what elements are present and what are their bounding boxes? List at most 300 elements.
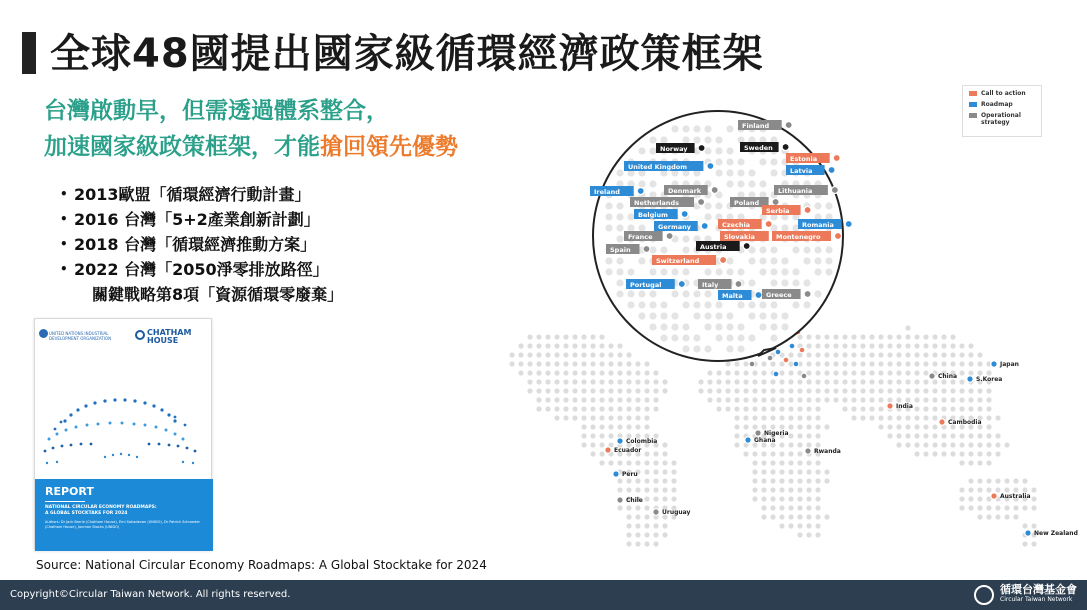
land-dot xyxy=(797,514,802,519)
country-label-text: India xyxy=(896,403,913,410)
land-dot xyxy=(635,370,640,375)
land-dot xyxy=(770,496,775,501)
land-dot xyxy=(527,361,532,366)
land-dot xyxy=(715,301,722,308)
land-dot xyxy=(860,388,865,393)
land-dot xyxy=(748,279,755,286)
land-dot xyxy=(797,478,802,483)
land-dot xyxy=(986,388,991,393)
country-label-text: Malta xyxy=(722,292,743,300)
land-dot xyxy=(638,224,645,231)
land-dot xyxy=(825,257,832,264)
land-dot xyxy=(959,406,964,411)
land-dot xyxy=(968,478,973,483)
land-dot xyxy=(825,246,832,253)
land-dot xyxy=(815,514,820,519)
land-dot xyxy=(842,397,847,402)
country-marker xyxy=(991,361,997,367)
land-dot xyxy=(806,415,811,420)
land-dot xyxy=(653,379,658,384)
land-dot xyxy=(860,352,865,357)
land-dot xyxy=(806,343,811,348)
land-dot xyxy=(644,415,649,420)
land-dot xyxy=(671,125,678,132)
land-dot xyxy=(815,460,820,465)
land-dot xyxy=(770,424,775,429)
land-dot xyxy=(797,397,802,402)
land-dot xyxy=(923,406,928,411)
land-dot xyxy=(608,460,613,465)
land-dot xyxy=(616,202,623,209)
land-dot xyxy=(1004,478,1009,483)
land-dot xyxy=(995,505,1000,510)
land-dot xyxy=(644,541,649,546)
bullet-item: • 2013歐盟「循環經濟行動計畫」 xyxy=(60,182,343,207)
land-dot xyxy=(554,334,559,339)
land-dot xyxy=(968,343,973,348)
country-label-text: Denmark xyxy=(668,187,702,195)
land-dot xyxy=(725,370,730,375)
land-dot xyxy=(759,180,766,187)
land-dot xyxy=(968,406,973,411)
land-dot xyxy=(698,388,703,393)
land-dot xyxy=(803,246,810,253)
land-dot xyxy=(737,345,744,352)
land-dot xyxy=(770,334,777,341)
land-dot xyxy=(536,370,541,375)
land-dot xyxy=(743,361,748,366)
slide-title: 全球48國提出國家級循環經濟政策框架 xyxy=(50,31,764,77)
land-dot xyxy=(814,268,821,275)
land-dot xyxy=(977,451,982,456)
land-dot xyxy=(715,147,722,154)
land-dot xyxy=(941,406,946,411)
land-dot xyxy=(797,433,802,438)
land-dot xyxy=(788,406,793,411)
land-dot xyxy=(1022,478,1027,483)
land-dot xyxy=(779,388,784,393)
land-dot xyxy=(851,379,856,384)
land-dot xyxy=(554,388,559,393)
land-dot xyxy=(914,424,919,429)
land-dot xyxy=(770,158,777,165)
land-dot xyxy=(590,361,595,366)
land-dot xyxy=(682,268,689,275)
land-dot xyxy=(662,451,667,456)
country-label xyxy=(624,161,714,171)
land-dot xyxy=(734,415,739,420)
land-dot xyxy=(581,361,586,366)
country-label-text: Latvia xyxy=(790,167,813,175)
land-dot xyxy=(986,406,991,411)
country-label-text: Peru xyxy=(622,471,638,478)
land-dot xyxy=(914,388,919,393)
land-dot xyxy=(986,397,991,402)
land-dot xyxy=(887,352,892,357)
land-dot xyxy=(698,379,703,384)
land-dot xyxy=(635,514,640,519)
land-dot xyxy=(914,334,919,339)
land-dot xyxy=(644,496,649,501)
land-dot xyxy=(788,424,793,429)
land-dot xyxy=(923,343,928,348)
subtitle-accent: 搶回領先優勢 xyxy=(320,134,458,160)
legend-swatch xyxy=(969,102,977,107)
land-dot xyxy=(644,523,649,528)
country-marker xyxy=(617,438,623,444)
land-dot xyxy=(1004,487,1009,492)
land-dot xyxy=(572,343,577,348)
land-dot xyxy=(682,125,689,132)
land-dot xyxy=(671,323,678,330)
land-dot xyxy=(737,334,744,341)
land-dot xyxy=(814,202,821,209)
land-dot xyxy=(923,361,928,366)
land-dot xyxy=(715,334,722,341)
land-dot xyxy=(761,460,766,465)
land-dot xyxy=(608,424,613,429)
country-label-text: Greece xyxy=(766,291,792,299)
land-dot xyxy=(824,370,829,375)
land-dot xyxy=(896,433,901,438)
land-dot xyxy=(653,523,658,528)
land-dot xyxy=(635,424,640,429)
country-marker xyxy=(967,376,973,382)
country-label-text: Sweden xyxy=(744,144,773,152)
report-cover-dot-arcs xyxy=(35,359,213,479)
country-marker xyxy=(773,371,779,377)
land-dot xyxy=(752,469,757,474)
land-dot xyxy=(905,352,910,357)
land-dot xyxy=(617,460,622,465)
land-dot xyxy=(806,397,811,402)
land-dot xyxy=(545,397,550,402)
land-dot xyxy=(941,442,946,447)
land-dot xyxy=(851,361,856,366)
land-dot xyxy=(726,147,733,154)
land-dot xyxy=(792,279,799,286)
land-dot xyxy=(536,361,541,366)
land-dot xyxy=(554,397,559,402)
land-dot xyxy=(536,352,541,357)
land-dot xyxy=(704,323,711,330)
land-dot xyxy=(770,268,777,275)
land-dot xyxy=(1013,514,1018,519)
land-dot xyxy=(590,343,595,348)
land-dot xyxy=(644,460,649,465)
land-dot xyxy=(627,224,634,231)
land-dot xyxy=(779,460,784,465)
country-label xyxy=(738,120,792,130)
land-dot xyxy=(815,469,820,474)
land-dot xyxy=(572,397,577,402)
country-marker xyxy=(801,373,807,379)
land-dot xyxy=(617,343,622,348)
land-dot xyxy=(815,415,820,420)
land-dot xyxy=(644,388,649,393)
land-dot xyxy=(581,379,586,384)
land-dot xyxy=(617,379,622,384)
land-dot xyxy=(715,158,722,165)
land-dot xyxy=(770,478,775,483)
land-dot xyxy=(726,345,733,352)
land-dot xyxy=(635,478,640,483)
land-dot xyxy=(761,415,766,420)
report-cover-band xyxy=(35,479,213,551)
country-marker xyxy=(835,233,842,240)
land-dot xyxy=(833,343,838,348)
land-dot xyxy=(752,397,757,402)
bullet-item: • 2022 台灣「2050淨零排放路徑」 xyxy=(60,257,343,282)
land-dot xyxy=(563,379,568,384)
land-dot xyxy=(887,370,892,375)
land-dot xyxy=(626,379,631,384)
land-dot xyxy=(590,370,595,375)
land-dot xyxy=(781,323,788,330)
land-dot xyxy=(752,451,757,456)
land-dot xyxy=(572,406,577,411)
land-dot xyxy=(914,442,919,447)
land-dot xyxy=(660,312,667,319)
land-dot xyxy=(806,523,811,528)
land-dot xyxy=(806,433,811,438)
land-dot xyxy=(737,268,744,275)
land-dot xyxy=(693,136,700,143)
land-dot xyxy=(842,388,847,393)
land-dot xyxy=(932,415,937,420)
land-dot xyxy=(715,202,722,209)
land-dot xyxy=(599,424,604,429)
land-dot xyxy=(779,397,784,402)
land-dot xyxy=(704,213,711,220)
land-dot xyxy=(806,334,811,339)
land-dot xyxy=(779,487,784,492)
land-dot xyxy=(995,433,1000,438)
land-dot xyxy=(788,523,793,528)
land-dot xyxy=(734,433,739,438)
land-dot xyxy=(638,180,645,187)
land-dot xyxy=(536,406,541,411)
land-dot xyxy=(653,406,658,411)
land-dot xyxy=(797,388,802,393)
land-dot xyxy=(995,514,1000,519)
land-dot xyxy=(851,397,856,402)
land-dot xyxy=(941,388,946,393)
land-dot xyxy=(704,202,711,209)
land-dot xyxy=(660,268,667,275)
land-dot xyxy=(986,514,991,519)
bullet-continuation: 關鍵戰略第8項「資源循環零廢棄」 xyxy=(92,285,344,304)
land-dot xyxy=(716,379,721,384)
land-dot xyxy=(806,424,811,429)
land-dot xyxy=(968,352,973,357)
land-dot xyxy=(599,352,604,357)
land-dot xyxy=(896,379,901,384)
land-dot xyxy=(815,361,820,366)
land-dot xyxy=(590,334,595,339)
land-dot xyxy=(617,487,622,492)
land-dot xyxy=(581,388,586,393)
land-dot xyxy=(824,397,829,402)
land-dot xyxy=(653,397,658,402)
land-dot xyxy=(761,370,766,375)
land-dot xyxy=(914,415,919,420)
land-dot xyxy=(825,202,832,209)
land-dot xyxy=(986,433,991,438)
land-dot xyxy=(743,397,748,402)
country-marker xyxy=(707,163,714,170)
land-dot xyxy=(748,334,755,341)
land-dot xyxy=(761,406,766,411)
land-dot xyxy=(860,379,865,384)
land-dot xyxy=(779,505,784,510)
land-dot xyxy=(950,379,955,384)
land-dot xyxy=(518,370,523,375)
land-dot xyxy=(878,352,883,357)
land-dot xyxy=(563,334,568,339)
land-dot xyxy=(545,388,550,393)
land-dot xyxy=(638,257,645,264)
land-dot xyxy=(671,268,678,275)
country-label-text: Uruguay xyxy=(662,509,691,516)
land-dot xyxy=(653,460,658,465)
land-dot xyxy=(950,442,955,447)
land-dot xyxy=(995,487,1000,492)
country-marker xyxy=(799,347,805,353)
land-dot xyxy=(905,370,910,375)
land-dot xyxy=(860,334,865,339)
land-dot xyxy=(693,312,700,319)
land-dot xyxy=(581,397,586,402)
land-dot xyxy=(725,388,730,393)
land-dot xyxy=(682,136,689,143)
land-dot xyxy=(887,379,892,384)
country-label-text: Estonia xyxy=(790,155,818,163)
land-dot xyxy=(752,478,757,483)
land-dot xyxy=(693,125,700,132)
land-dot xyxy=(923,424,928,429)
land-dot xyxy=(869,361,874,366)
land-dot xyxy=(941,433,946,438)
land-dot xyxy=(770,323,777,330)
land-dot xyxy=(833,370,838,375)
land-dot xyxy=(815,442,820,447)
country-marker xyxy=(749,361,755,367)
land-dot xyxy=(616,213,623,220)
land-dot xyxy=(977,487,982,492)
land-dot xyxy=(842,334,847,339)
land-dot xyxy=(1031,496,1036,501)
land-dot xyxy=(608,370,613,375)
land-dot xyxy=(815,478,820,483)
country-label-text: Austria xyxy=(700,243,727,251)
land-dot xyxy=(959,442,964,447)
land-dot xyxy=(932,442,937,447)
land-dot xyxy=(968,397,973,402)
source-citation: Source: National Circular Economy Roadmaps: A Global Stocktake for 2024 xyxy=(36,558,487,572)
land-dot xyxy=(770,361,775,366)
land-dot xyxy=(759,158,766,165)
land-dot xyxy=(770,514,775,519)
land-dot xyxy=(626,415,631,420)
land-dot xyxy=(878,397,883,402)
land-dot xyxy=(649,301,656,308)
land-dot xyxy=(770,397,775,402)
land-dot xyxy=(770,379,775,384)
land-dot xyxy=(923,433,928,438)
country-label-text: New Zealand xyxy=(1034,530,1078,537)
land-dot xyxy=(869,415,874,420)
land-dot xyxy=(914,343,919,348)
land-dot xyxy=(824,469,829,474)
land-dot xyxy=(797,505,802,510)
country-marker xyxy=(653,509,659,515)
land-dot xyxy=(572,379,577,384)
land-dot xyxy=(941,361,946,366)
land-dot xyxy=(748,169,755,176)
land-dot xyxy=(959,460,964,465)
land-dot xyxy=(806,460,811,465)
land-dot xyxy=(653,487,658,492)
land-dot xyxy=(914,352,919,357)
land-dot xyxy=(950,352,955,357)
land-dot xyxy=(923,334,928,339)
land-dot xyxy=(743,379,748,384)
land-dot xyxy=(563,370,568,375)
land-dot xyxy=(995,451,1000,456)
land-dot xyxy=(968,451,973,456)
land-dot xyxy=(770,301,777,308)
land-dot xyxy=(770,257,777,264)
land-dot xyxy=(815,523,820,528)
land-dot xyxy=(923,379,928,384)
land-dot xyxy=(806,388,811,393)
land-dot xyxy=(715,268,722,275)
land-dot xyxy=(905,388,910,393)
land-dot xyxy=(752,406,757,411)
land-dot xyxy=(743,424,748,429)
country-marker xyxy=(681,211,688,218)
land-dot xyxy=(626,388,631,393)
land-dot xyxy=(608,406,613,411)
land-dot xyxy=(536,379,541,384)
land-dot xyxy=(635,406,640,411)
land-dot xyxy=(617,352,622,357)
land-dot xyxy=(878,415,883,420)
land-dot xyxy=(761,514,766,519)
land-dot xyxy=(518,361,523,366)
brand-name-en: Circular Taiwan Network xyxy=(1000,596,1073,603)
land-dot xyxy=(671,334,678,341)
land-dot xyxy=(824,343,829,348)
land-dot xyxy=(986,451,991,456)
land-dot xyxy=(878,388,883,393)
title-accent-bar xyxy=(22,32,36,74)
land-dot xyxy=(842,406,847,411)
land-dot xyxy=(815,397,820,402)
land-dot xyxy=(581,424,586,429)
land-dot xyxy=(815,334,820,339)
land-dot xyxy=(626,514,631,519)
land-dot xyxy=(617,397,622,402)
land-dot xyxy=(554,379,559,384)
land-dot xyxy=(779,406,784,411)
land-dot xyxy=(715,323,722,330)
land-dot xyxy=(923,451,928,456)
land-dot xyxy=(950,334,955,339)
land-dot xyxy=(860,370,865,375)
chatham-logo-icon xyxy=(135,330,145,340)
